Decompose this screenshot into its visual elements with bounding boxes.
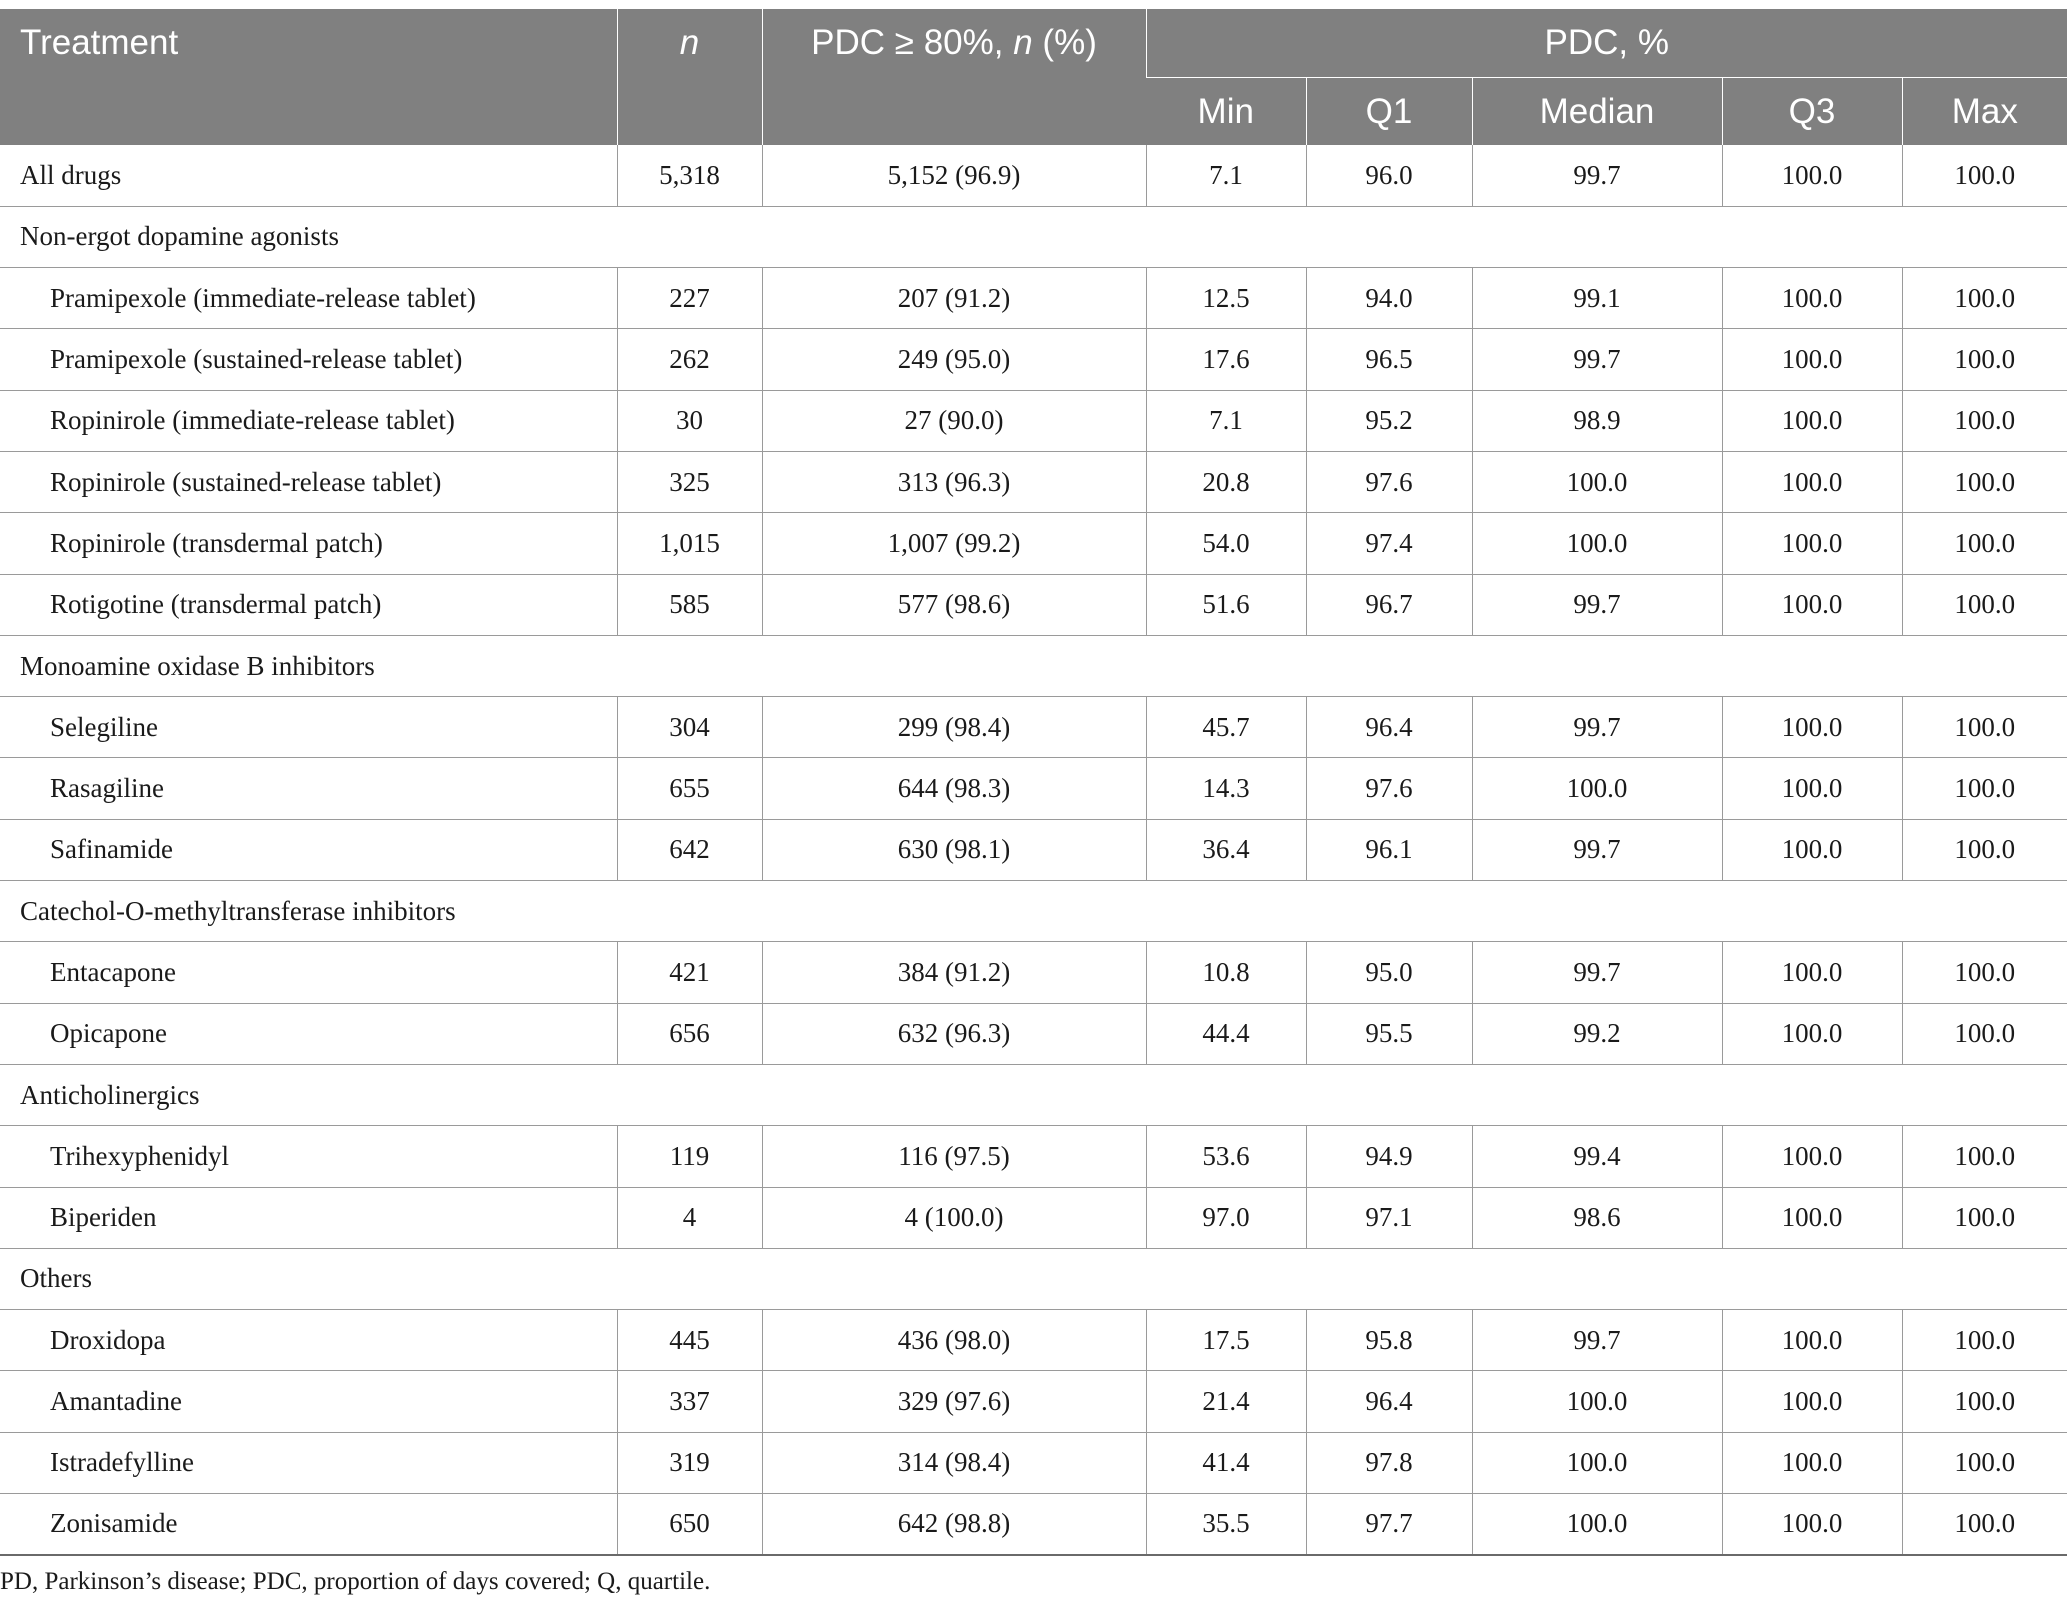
cell-median: 100.0 <box>1472 451 1722 512</box>
cell-treatment: Ropinirole (immediate-release tablet) <box>0 390 617 451</box>
table-row <box>0 1187 2067 1248</box>
cell-n: 304 <box>617 697 762 758</box>
cell-q3: 100.0 <box>1722 1494 1902 1555</box>
cell-treatment: Rasagiline <box>0 758 617 819</box>
cell-pdc80: 299 (98.4) <box>762 697 1146 758</box>
cell-max: 100.0 <box>1902 1187 2067 1248</box>
cell-median: 100.0 <box>1472 1432 1722 1493</box>
cell-q3: 100.0 <box>1722 574 1902 635</box>
table-row <box>0 697 2067 758</box>
cell-max: 100.0 <box>1902 697 2067 758</box>
cell-max: 100.0 <box>1902 390 2067 451</box>
cell-max: 100.0 <box>1902 329 2067 390</box>
cell-q1: 96.0 <box>1306 145 1472 206</box>
group-row <box>0 206 2067 267</box>
cell-treatment: Trihexyphenidyl <box>0 1126 617 1187</box>
cell-q1: 96.4 <box>1306 697 1472 758</box>
cell-median: 99.7 <box>1472 1310 1722 1371</box>
cell-q3: 100.0 <box>1722 1310 1902 1371</box>
cell-pdc80: 329 (97.6) <box>762 1371 1146 1432</box>
cell-treatment: Ropinirole (transdermal patch) <box>0 513 617 574</box>
cell-pdc80: 384 (91.2) <box>762 942 1146 1003</box>
cell-pdc80: 4 (100.0) <box>762 1187 1146 1248</box>
cell-q1: 97.6 <box>1306 451 1472 512</box>
cell-q3: 100.0 <box>1722 1432 1902 1493</box>
cell-max: 100.0 <box>1902 1371 2067 1432</box>
cell-treatment: Biperiden <box>0 1187 617 1248</box>
cell-q1: 96.7 <box>1306 574 1472 635</box>
cell-q3: 100.0 <box>1722 513 1902 574</box>
cell-pdc80: 577 (98.6) <box>762 574 1146 635</box>
group-row <box>0 1248 2067 1309</box>
cell-pdc80: 313 (96.3) <box>762 451 1146 512</box>
cell-max: 100.0 <box>1902 1003 2067 1064</box>
cell-q3: 100.0 <box>1722 819 1902 880</box>
cell-min: 35.5 <box>1146 1494 1306 1555</box>
cell-q3: 100.0 <box>1722 451 1902 512</box>
cell-q3: 100.0 <box>1722 758 1902 819</box>
table-body <box>0 145 2067 1555</box>
cell-max: 100.0 <box>1902 819 2067 880</box>
cell-max: 100.0 <box>1902 574 2067 635</box>
group-row <box>0 881 2067 942</box>
cell-q3: 100.0 <box>1722 145 1902 206</box>
cell-q3: 100.0 <box>1722 1371 1902 1432</box>
cell-min: 44.4 <box>1146 1003 1306 1064</box>
cell-n: 585 <box>617 574 762 635</box>
cell-q1: 97.1 <box>1306 1187 1472 1248</box>
header-min: Min <box>1146 77 1306 145</box>
cell-n: 655 <box>617 758 762 819</box>
table-row <box>0 451 2067 512</box>
header-q1: Q1 <box>1306 77 1472 145</box>
cell-max: 100.0 <box>1902 1494 2067 1555</box>
cell-median: 99.7 <box>1472 574 1722 635</box>
cell-pdc80: 630 (98.1) <box>762 819 1146 880</box>
cell-n: 319 <box>617 1432 762 1493</box>
cell-q1: 95.5 <box>1306 1003 1472 1064</box>
cell-q1: 94.0 <box>1306 268 1472 329</box>
cell-pdc80: 314 (98.4) <box>762 1432 1146 1493</box>
cell-q1: 95.2 <box>1306 390 1472 451</box>
header-pdc: PDC, % <box>1146 9 2067 77</box>
cell-treatment: Zonisamide <box>0 1494 617 1555</box>
cell-q1: 96.5 <box>1306 329 1472 390</box>
cell-min: 21.4 <box>1146 1371 1306 1432</box>
cell-q3: 100.0 <box>1722 329 1902 390</box>
cell-treatment: Amantadine <box>0 1371 617 1432</box>
cell-n: 30 <box>617 390 762 451</box>
cell-min: 53.6 <box>1146 1126 1306 1187</box>
header-treatment: Treatment <box>0 9 617 145</box>
group-label: Non-ergot dopamine agonists <box>0 206 2067 267</box>
cell-n: 325 <box>617 451 762 512</box>
cell-n: 656 <box>617 1003 762 1064</box>
cell-pdc80: 632 (96.3) <box>762 1003 1146 1064</box>
cell-min: 54.0 <box>1146 513 1306 574</box>
cell-min: 12.5 <box>1146 268 1306 329</box>
cell-min: 10.8 <box>1146 942 1306 1003</box>
group-label: Others <box>0 1248 2067 1309</box>
cell-max: 100.0 <box>1902 268 2067 329</box>
table-row <box>0 1432 2067 1493</box>
cell-q3: 100.0 <box>1722 390 1902 451</box>
cell-q3: 100.0 <box>1722 1003 1902 1064</box>
table-row <box>0 819 2067 880</box>
cell-treatment: Safinamide <box>0 819 617 880</box>
cell-min: 17.5 <box>1146 1310 1306 1371</box>
cell-median: 99.7 <box>1472 942 1722 1003</box>
header-pdc80: PDC ≥ 80%, n (%) <box>762 9 1146 145</box>
cell-q3: 100.0 <box>1722 1126 1902 1187</box>
cell-median: 99.7 <box>1472 819 1722 880</box>
cell-max: 100.0 <box>1902 451 2067 512</box>
cell-treatment: Droxidopa <box>0 1310 617 1371</box>
table-row <box>0 1494 2067 1555</box>
cell-q1: 97.7 <box>1306 1494 1472 1555</box>
cell-max: 100.0 <box>1902 145 2067 206</box>
cell-n: 4 <box>617 1187 762 1248</box>
cell-min: 20.8 <box>1146 451 1306 512</box>
cell-min: 51.6 <box>1146 574 1306 635</box>
table-row <box>0 1126 2067 1187</box>
table-header <box>0 9 2067 145</box>
header-q3: Q3 <box>1722 77 1902 145</box>
pdc-table <box>0 9 2067 1556</box>
cell-q3: 100.0 <box>1722 1187 1902 1248</box>
cell-pdc80: 436 (98.0) <box>762 1310 1146 1371</box>
cell-median: 99.7 <box>1472 329 1722 390</box>
cell-pdc80: 207 (91.2) <box>762 268 1146 329</box>
cell-min: 41.4 <box>1146 1432 1306 1493</box>
cell-pdc80: 249 (95.0) <box>762 329 1146 390</box>
cell-q1: 97.4 <box>1306 513 1472 574</box>
cell-n: 1,015 <box>617 513 762 574</box>
cell-q3: 100.0 <box>1722 697 1902 758</box>
cell-q1: 95.8 <box>1306 1310 1472 1371</box>
cell-q1: 97.8 <box>1306 1432 1472 1493</box>
cell-treatment: Opicapone <box>0 1003 617 1064</box>
group-row <box>0 635 2067 696</box>
table-row <box>0 574 2067 635</box>
cell-pdc80: 27 (90.0) <box>762 390 1146 451</box>
cell-median: 100.0 <box>1472 1494 1722 1555</box>
cell-q1: 95.0 <box>1306 942 1472 1003</box>
cell-treatment: All drugs <box>0 145 617 206</box>
cell-pdc80: 642 (98.8) <box>762 1494 1146 1555</box>
cell-pdc80: 644 (98.3) <box>762 758 1146 819</box>
cell-pdc80: 1,007 (99.2) <box>762 513 1146 574</box>
cell-pdc80: 116 (97.5) <box>762 1126 1146 1187</box>
cell-n: 119 <box>617 1126 762 1187</box>
cell-pdc80: 5,152 (96.9) <box>762 145 1146 206</box>
cell-min: 36.4 <box>1146 819 1306 880</box>
cell-treatment: Pramipexole (sustained-release tablet) <box>0 329 617 390</box>
cell-min: 17.6 <box>1146 329 1306 390</box>
cell-n: 445 <box>617 1310 762 1371</box>
cell-median: 99.7 <box>1472 697 1722 758</box>
cell-median: 99.7 <box>1472 145 1722 206</box>
cell-min: 45.7 <box>1146 697 1306 758</box>
cell-n: 421 <box>617 942 762 1003</box>
header-max: Max <box>1902 77 2067 145</box>
header-median: Median <box>1472 77 1722 145</box>
table-row <box>0 1310 2067 1371</box>
table-row <box>0 942 2067 1003</box>
group-label: Monoamine oxidase B inhibitors <box>0 635 2067 696</box>
cell-n: 5,318 <box>617 145 762 206</box>
table-row <box>0 390 2067 451</box>
group-label: Catechol-O-methyltransferase inhibitors <box>0 881 2067 942</box>
table-row <box>0 329 2067 390</box>
cell-treatment: Selegiline <box>0 697 617 758</box>
cell-max: 100.0 <box>1902 1310 2067 1371</box>
table-row <box>0 145 2067 206</box>
table-row <box>0 513 2067 574</box>
cell-treatment: Ropinirole (sustained-release tablet) <box>0 451 617 512</box>
cell-q1: 96.4 <box>1306 1371 1472 1432</box>
table-row <box>0 268 2067 329</box>
table-row <box>0 1371 2067 1432</box>
cell-median: 99.1 <box>1472 268 1722 329</box>
cell-median: 100.0 <box>1472 513 1722 574</box>
group-label: Anticholinergics <box>0 1064 2067 1125</box>
cell-median: 100.0 <box>1472 1371 1722 1432</box>
cell-min: 97.0 <box>1146 1187 1306 1248</box>
cell-treatment: Rotigotine (transdermal patch) <box>0 574 617 635</box>
cell-treatment: Pramipexole (immediate-release tablet) <box>0 268 617 329</box>
cell-max: 100.0 <box>1902 1126 2067 1187</box>
group-row <box>0 1064 2067 1125</box>
cell-q1: 97.6 <box>1306 758 1472 819</box>
header-n: n <box>617 9 762 145</box>
cell-median: 100.0 <box>1472 758 1722 819</box>
cell-median: 98.9 <box>1472 390 1722 451</box>
cell-treatment: Entacapone <box>0 942 617 1003</box>
cell-q1: 94.9 <box>1306 1126 1472 1187</box>
cell-q3: 100.0 <box>1722 268 1902 329</box>
cell-n: 227 <box>617 268 762 329</box>
table-row <box>0 758 2067 819</box>
cell-median: 98.6 <box>1472 1187 1722 1248</box>
cell-q3: 100.0 <box>1722 942 1902 1003</box>
cell-max: 100.0 <box>1902 1432 2067 1493</box>
cell-max: 100.0 <box>1902 942 2067 1003</box>
cell-max: 100.0 <box>1902 513 2067 574</box>
cell-median: 99.2 <box>1472 1003 1722 1064</box>
cell-n: 337 <box>617 1371 762 1432</box>
cell-min: 7.1 <box>1146 390 1306 451</box>
cell-n: 262 <box>617 329 762 390</box>
cell-median: 99.4 <box>1472 1126 1722 1187</box>
cell-n: 642 <box>617 819 762 880</box>
table-row <box>0 1003 2067 1064</box>
cell-n: 650 <box>617 1494 762 1555</box>
cell-max: 100.0 <box>1902 758 2067 819</box>
table-footnote: PD, Parkinson’s disease; PDC, proportion of days covered; Q, quartile. <box>0 1568 711 1595</box>
cell-min: 14.3 <box>1146 758 1306 819</box>
cell-treatment: Istradefylline <box>0 1432 617 1493</box>
cell-min: 7.1 <box>1146 145 1306 206</box>
table-container <box>0 9 2067 1556</box>
cell-q1: 96.1 <box>1306 819 1472 880</box>
